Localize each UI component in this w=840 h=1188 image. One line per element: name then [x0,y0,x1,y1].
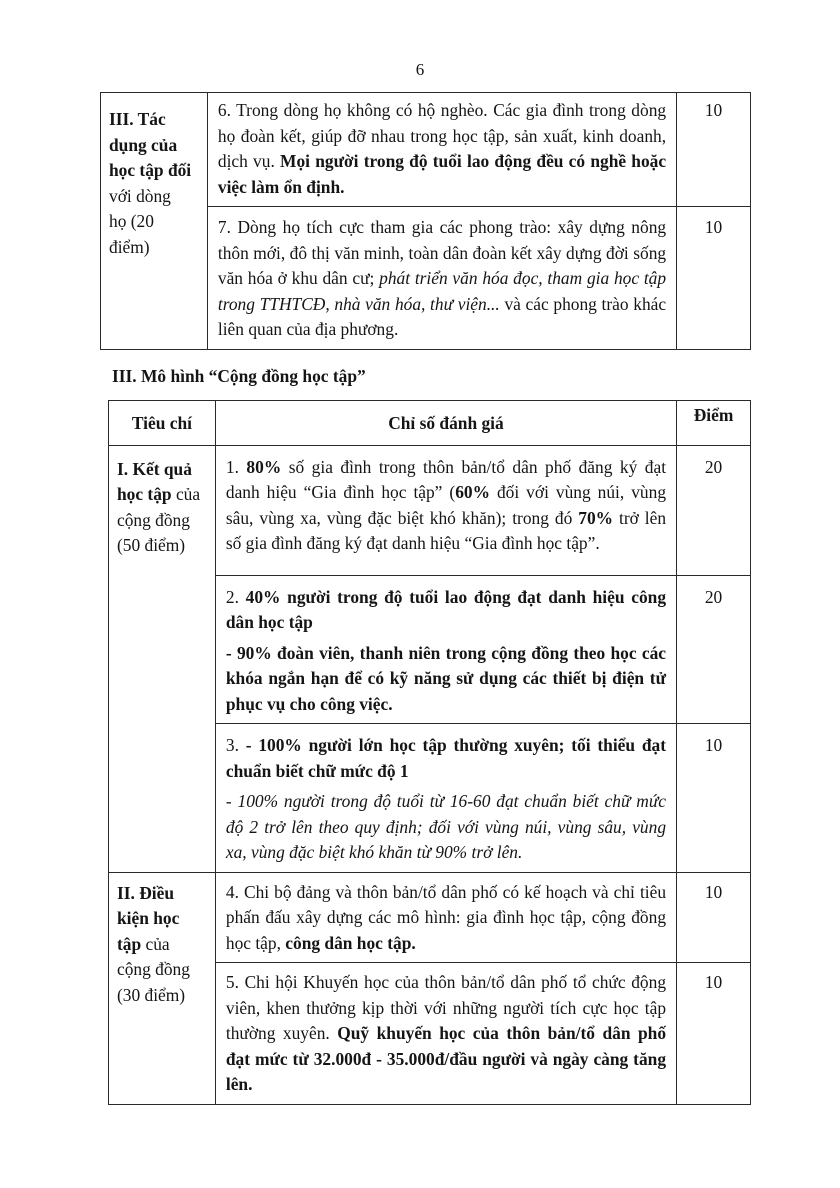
indicator-bold-text: công dân học tập. [285,932,416,953]
criterion-line: cộng đồng [117,509,190,530]
criterion-line: tập [117,933,142,954]
indicator-bold-text: - 100% người lớn học tập thường xuyên; tối thiểu đạt chuẩn biết chữ mức độ 1 [225,735,667,781]
criterion-line: (50 điểm) [117,535,186,555]
score-cell: 10 [677,207,751,350]
criterion-cell [109,872,216,1104]
indicator-text: 1. [225,456,247,477]
indicator-text: 2. [225,586,246,607]
header-criterion: Tiêu chí [109,401,216,446]
criterion-line: với dòng [109,185,171,206]
indicator-italic-text: - 100% người trong độ tuổi từ 16-60 đạt chuẩn biết chữ mức độ 2 trở lên theo quy định; đối với vùng núi, vùng sâu, vùng xa, vùng đặc biệt khó khăn từ 90% trở lên. [225,791,667,862]
indicator-text: số gia đình trong thôn bản/tổ dân phố đăng ký đạt danh hiệu “Gia đình học tập” ( [225,456,667,502]
indicator-cell [215,575,676,724]
score-cell: 10 [677,93,751,207]
indicator-cell [215,963,676,1105]
score-cell: 20 [677,445,751,575]
score-cell: 10 [677,963,751,1105]
indicator-cell [207,207,676,350]
section-title: III. Mô hình “Cộng đồng học tập” [112,366,366,386]
table-row [101,93,751,207]
criterion-cell [109,445,216,872]
indicator-bold-text: - 90% đoàn viên, thanh niên trong cộng đồng theo học các khóa ngắn hạn để có kỹ năng sử dụng các thiết bị điện tử phục vụ cho công việc. [225,642,667,714]
indicator-text: 5. Chi hội Khuyến học của thôn bản/tổ dân phố tổ chức động viên, khen thưởng kịp thời với những người tích cực học tập thường xuyên. [225,972,667,1043]
indicator-bold-text: 60% [455,482,490,502]
criterion-line: (30 điểm) [117,984,186,1005]
indicator-italic-text: phát triển văn hóa đọc, tham gia học tập trong TTHTCĐ, nhà văn hóa, thư viện... [217,268,667,314]
criterion-line: kiện học [117,908,180,928]
indicator-text: trở lên số gia đình đăng ký đạt danh hiệu “Gia đình học tập”. [225,507,667,553]
criterion-cell [101,93,208,350]
indicator-text: 7. Dòng họ tích cực tham gia các phong trào: xây dựng nông thôn mới, đô thị văn minh, toàn dân đoàn kết xây dựng đời sống văn hóa ở khu dân cư; [217,217,667,288]
score-cell: 10 [677,872,751,963]
indicator-cell [207,93,676,207]
indicator-bold-text: 70% [578,507,614,528]
criterion-line: học tập đối [109,160,192,180]
criterion-line: họ (20 [109,211,154,231]
criterion-line: học tập [117,484,172,504]
community-learning-table [108,400,751,1105]
criterion-line: của [171,484,201,504]
indicator-text: và các phong trào khác liên quan của địa phương. [217,293,667,339]
criterion-line: của [141,933,170,954]
criterion-line: II. Điều [117,882,175,903]
criterion-line: cộng đồng [117,959,190,979]
indicator-cell [215,872,676,963]
indicator-text: 3. [225,735,246,755]
criterion-line: điểm) [109,236,150,257]
criterion-line: I. Kết quả [117,458,192,479]
indicator-text: 6. Trong dòng họ không có hộ nghèo. Các gia đình trong dòng họ đoàn kết, giúp đỡ nhau trong học tập, sản xuất, kinh doanh, dịch vụ. [217,100,667,171]
table-row [109,872,751,963]
criterion-line: III. Tác [109,109,166,129]
header-indicator: Chỉ số đánh giá [215,401,676,446]
indicator-bold-text: Quỹ khuyến học của thôn bản/tổ dân phố đạt mức từ 32.000đ - 35.000đ/đầu người và ngày càng tăng lên. [225,1023,667,1094]
indicator-bold-text: Mọi người trong độ tuổi lao động đều có nghề hoặc việc làm ổn định. [217,151,667,197]
table-row [109,445,751,575]
indicator-cell [215,445,676,575]
page-number: 6 [415,60,425,79]
table-header-row [109,401,751,446]
score-cell: 10 [677,724,751,873]
criterion-line: dụng của [109,134,178,155]
indicator-bold-text: 40% người trong độ tuổi lao động đạt danh hiệu công dân học tập [225,586,667,632]
indicator-text: 4. Chi bộ đảng và thôn bản/tổ dân phố có kế hoạch và chỉ tiêu phấn đấu xây dựng các mô hình: gia đình học tập, cộng đồng học tập, [225,881,667,953]
indicator-cell [215,724,676,873]
score-cell: 20 [677,575,751,724]
indicator-bold-text: 80% [246,456,282,477]
indicator-text: đối với vùng núi, vùng sâu, vùng xa, vùng đặc biệt khó khăn); trong đó [225,482,667,528]
continuation-table [100,92,751,350]
header-score: Điểm [677,401,751,446]
